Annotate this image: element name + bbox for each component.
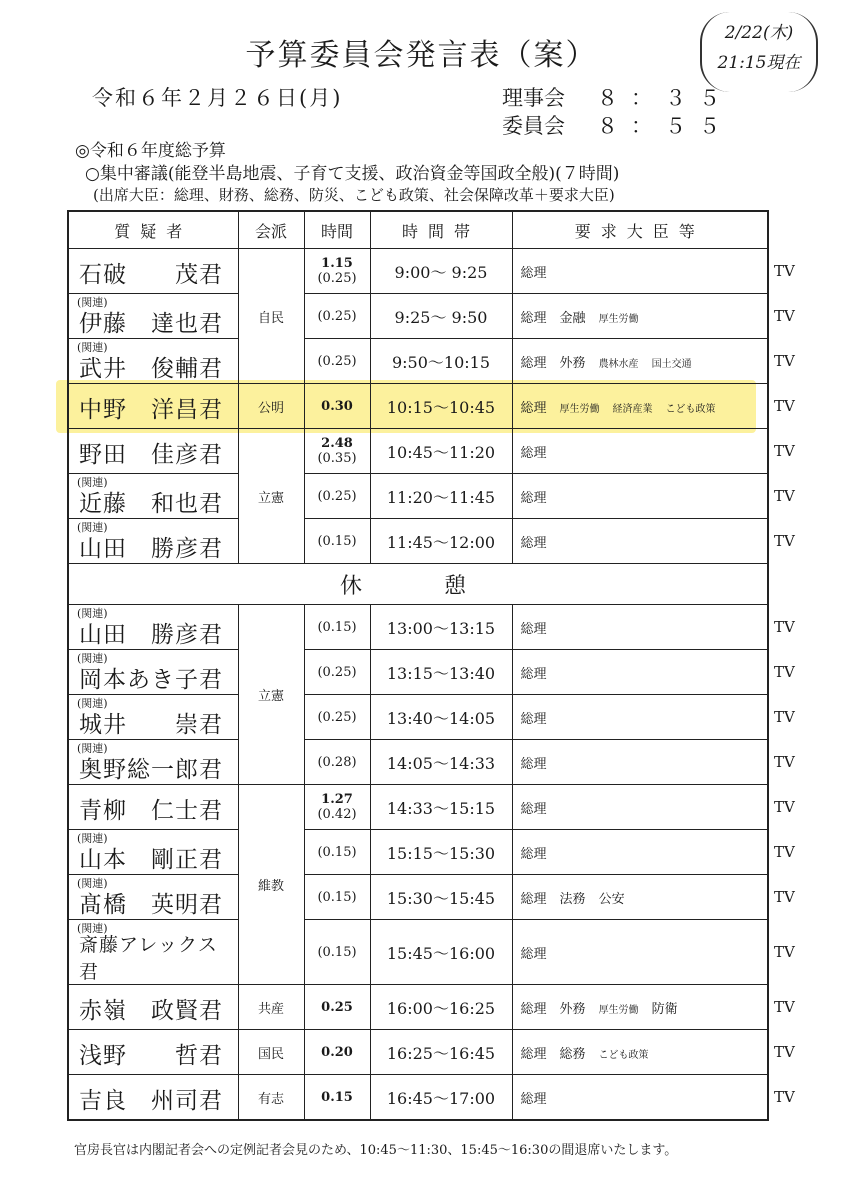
questioner-name: 赤嶺 政賢君 xyxy=(68,985,238,1030)
ministers-cell: 総理 外務 厚生労働 防衛 xyxy=(512,985,768,1030)
time-cell: (0.15) xyxy=(304,605,370,650)
questioner-name: (関連) 髙橋 英明君 xyxy=(68,875,238,920)
col-header-questioner: 質疑者 xyxy=(68,211,238,249)
party-cell: 自民 xyxy=(238,249,304,384)
table-row xyxy=(68,249,768,294)
session-date: 令和６年２月２６日(月) xyxy=(92,86,343,110)
questioner-name: (関連) 近藤 和也君 xyxy=(68,474,238,519)
ministers-cell: 総理 xyxy=(512,740,768,785)
time-slot: 9:50～10:15 xyxy=(370,339,512,384)
ministers-cell: 総理 xyxy=(512,429,768,474)
tv-marker: TV xyxy=(774,397,795,415)
footnote: 官房長官は内閣記者会への定例記者会見のため、10:45～11:30、15:45～16:30の間退席いたします。 xyxy=(74,1143,678,1158)
questioner-name: 石破 茂君 xyxy=(68,249,238,294)
break-row xyxy=(68,564,768,605)
time-cell: 2.48 (0.35) xyxy=(304,429,370,474)
questioner-name: 野田 佳彦君 xyxy=(68,429,238,474)
ministers-cell: 総理 xyxy=(512,650,768,695)
time-slot: 10:15～10:45 xyxy=(370,384,512,429)
tv-marker: TV xyxy=(774,708,795,726)
questioner-name: (関連) 岡本あき子君 xyxy=(68,650,238,695)
tv-marker: TV xyxy=(774,442,795,460)
tv-marker: TV xyxy=(774,532,795,550)
tv-marker: TV xyxy=(774,663,795,681)
time-cell: (0.15) xyxy=(304,920,370,985)
questioner-name: (関連) 伊藤 達也君 xyxy=(68,294,238,339)
schedule-time: ８：３５ xyxy=(597,86,733,110)
time-slot: 13:15～13:40 xyxy=(370,650,512,695)
time-cell: 0.15 xyxy=(304,1075,370,1121)
time-cell: 0.20 xyxy=(304,1030,370,1075)
table-row xyxy=(68,429,768,474)
col-header-party: 会派 xyxy=(238,211,304,249)
questioner-name: (関連) 山田 勝彦君 xyxy=(68,605,238,650)
handwritten-note xyxy=(700,12,818,92)
table-row xyxy=(68,294,768,339)
ministers-cell: 総理 xyxy=(512,474,768,519)
time-cell: (0.25) xyxy=(304,650,370,695)
questioner-name: 浅野 哲君 xyxy=(68,1030,238,1075)
table-row xyxy=(68,695,768,740)
questioner-name: 中野 洋昌君 xyxy=(68,384,238,429)
questioner-name: (関連) 武井 俊輔君 xyxy=(68,339,238,384)
ministers-cell: 総理 外務 農林水産 国土交通 xyxy=(512,339,768,384)
tv-marker: TV xyxy=(774,1088,795,1107)
tv-marker: TV xyxy=(774,1043,795,1061)
time-cell: (0.28) xyxy=(304,740,370,785)
time-cell: (0.25) xyxy=(304,294,370,339)
budget-heading: ◎令和６年度総予算 xyxy=(75,141,226,161)
session-topic: ○集中審議(能登半島地震、子育て支援、政治資金等国政全般)(７時間) xyxy=(85,164,620,184)
time-slot: 16:25～16:45 xyxy=(370,1030,512,1075)
party-cell: 立憲 xyxy=(238,605,304,785)
time-cell: (0.15) xyxy=(304,875,370,920)
tv-marker: TV xyxy=(774,843,795,861)
time-slot: 11:20～11:45 xyxy=(370,474,512,519)
table-row xyxy=(68,985,768,1030)
tv-marker: TV xyxy=(774,888,795,906)
time-slot: 14:05～14:33 xyxy=(370,740,512,785)
tv-marker: TV xyxy=(774,798,795,816)
ministers-cell: 総理 xyxy=(512,785,768,830)
ministers-cell: 総理 xyxy=(512,920,768,985)
table-row-highlighted xyxy=(68,384,768,429)
table-row xyxy=(68,920,768,985)
time-slot: 13:00～13:15 xyxy=(370,605,512,650)
time-cell: 1.27 (0.42) xyxy=(304,785,370,830)
tv-marker: TV xyxy=(774,352,795,370)
table-row xyxy=(68,1030,768,1075)
time-cell: (0.25) xyxy=(304,474,370,519)
ministers-cell: 総理 xyxy=(512,695,768,740)
ministers-cell: 総理 厚生労働 経済産業 こども政策 xyxy=(512,384,768,429)
time-cell: 1.15 (0.25) xyxy=(304,249,370,294)
table-row xyxy=(68,830,768,875)
time-slot: 15:15～15:30 xyxy=(370,830,512,875)
tv-marker: TV xyxy=(774,998,795,1016)
schedule-label: 委員会 xyxy=(502,114,565,138)
tv-marker: TV xyxy=(774,487,795,505)
ministers-cell: 総理 法務 公安 xyxy=(512,875,768,920)
table-row xyxy=(68,605,768,650)
attending-ministers: (出席大臣：総理、財務、総務、防災、こども政策、社会保障改革＋要求大臣) xyxy=(93,186,615,204)
schedule-time: ８：５５ xyxy=(597,114,733,138)
ministers-cell: 総理 金融 厚生労働 xyxy=(512,294,768,339)
questioner-name: (関連) 山本 剛正君 xyxy=(68,830,238,875)
party-cell: 公明 xyxy=(238,384,304,429)
col-header-time: 時間 xyxy=(304,211,370,249)
time-slot: 16:00～16:25 xyxy=(370,985,512,1030)
tv-marker: TV xyxy=(774,943,795,961)
time-slot: 15:30～15:45 xyxy=(370,875,512,920)
time-slot: 9:00～ 9:25 xyxy=(370,249,512,294)
table-row xyxy=(68,1075,768,1121)
handwritten-note-line2: 21:15現在 xyxy=(717,53,801,73)
questioner-name: 青柳 仁士君 xyxy=(68,785,238,830)
questioner-name: 吉良 州司君 xyxy=(68,1075,238,1121)
time-slot: 9:25～ 9:50 xyxy=(370,294,512,339)
time-slot: 16:45～17:00 xyxy=(370,1075,512,1121)
time-slot: 11:45～12:00 xyxy=(370,519,512,564)
tv-marker: TV xyxy=(774,262,795,280)
schedule-board-meeting xyxy=(502,82,733,112)
table-row xyxy=(68,474,768,519)
time-cell: (0.25) xyxy=(304,339,370,384)
questioner-name: (関連) 城井 崇君 xyxy=(68,695,238,740)
party-cell: 共産 xyxy=(238,985,304,1030)
col-header-ministers: 要求大臣等 xyxy=(512,211,768,249)
time-cell: (0.25) xyxy=(304,695,370,740)
table-row xyxy=(68,650,768,695)
time-cell: (0.15) xyxy=(304,519,370,564)
questioner-name: (関連) 斎藤アレックス君 xyxy=(68,920,238,985)
table-row xyxy=(68,740,768,785)
ministers-cell: 総理 xyxy=(512,519,768,564)
party-cell: 立憲 xyxy=(238,429,304,564)
table-row xyxy=(68,339,768,384)
time-slot: 14:33～15:15 xyxy=(370,785,512,830)
tv-marker: TV xyxy=(774,753,795,771)
col-header-slot: 時間帯 xyxy=(370,211,512,249)
tv-marker: TV xyxy=(774,307,795,325)
time-slot: 10:45～11:20 xyxy=(370,429,512,474)
ministers-cell: 総理 総務 こども政策 xyxy=(512,1030,768,1075)
speaker-schedule-table xyxy=(67,210,769,1121)
ministers-cell: 総理 xyxy=(512,1075,768,1121)
schedule-committee xyxy=(502,110,733,140)
ministers-cell: 総理 xyxy=(512,605,768,650)
break-label: 休 憩 xyxy=(68,564,768,605)
questioner-name: (関連) 山田 勝彦君 xyxy=(68,519,238,564)
table-row xyxy=(68,785,768,830)
table-header-row xyxy=(68,211,768,249)
ministers-cell: 総理 xyxy=(512,249,768,294)
schedule-label: 理事会 xyxy=(502,86,565,110)
party-cell: 有志 xyxy=(238,1075,304,1121)
tv-marker: TV xyxy=(774,618,795,636)
time-cell: 0.30 xyxy=(304,384,370,429)
ministers-cell: 総理 xyxy=(512,830,768,875)
party-cell: 維教 xyxy=(238,785,304,985)
party-cell: 国民 xyxy=(238,1030,304,1075)
time-cell: (0.15) xyxy=(304,830,370,875)
questioner-name: (関連) 奥野総一郎君 xyxy=(68,740,238,785)
time-slot: 13:40～14:05 xyxy=(370,695,512,740)
time-slot: 15:45～16:00 xyxy=(370,920,512,985)
time-cell: 0.25 xyxy=(304,985,370,1030)
handwritten-note-line1: 2/22(木) xyxy=(724,23,794,43)
page-title: 予算委員会発言表（案） xyxy=(245,38,598,73)
table-row xyxy=(68,875,768,920)
table-row xyxy=(68,519,768,564)
